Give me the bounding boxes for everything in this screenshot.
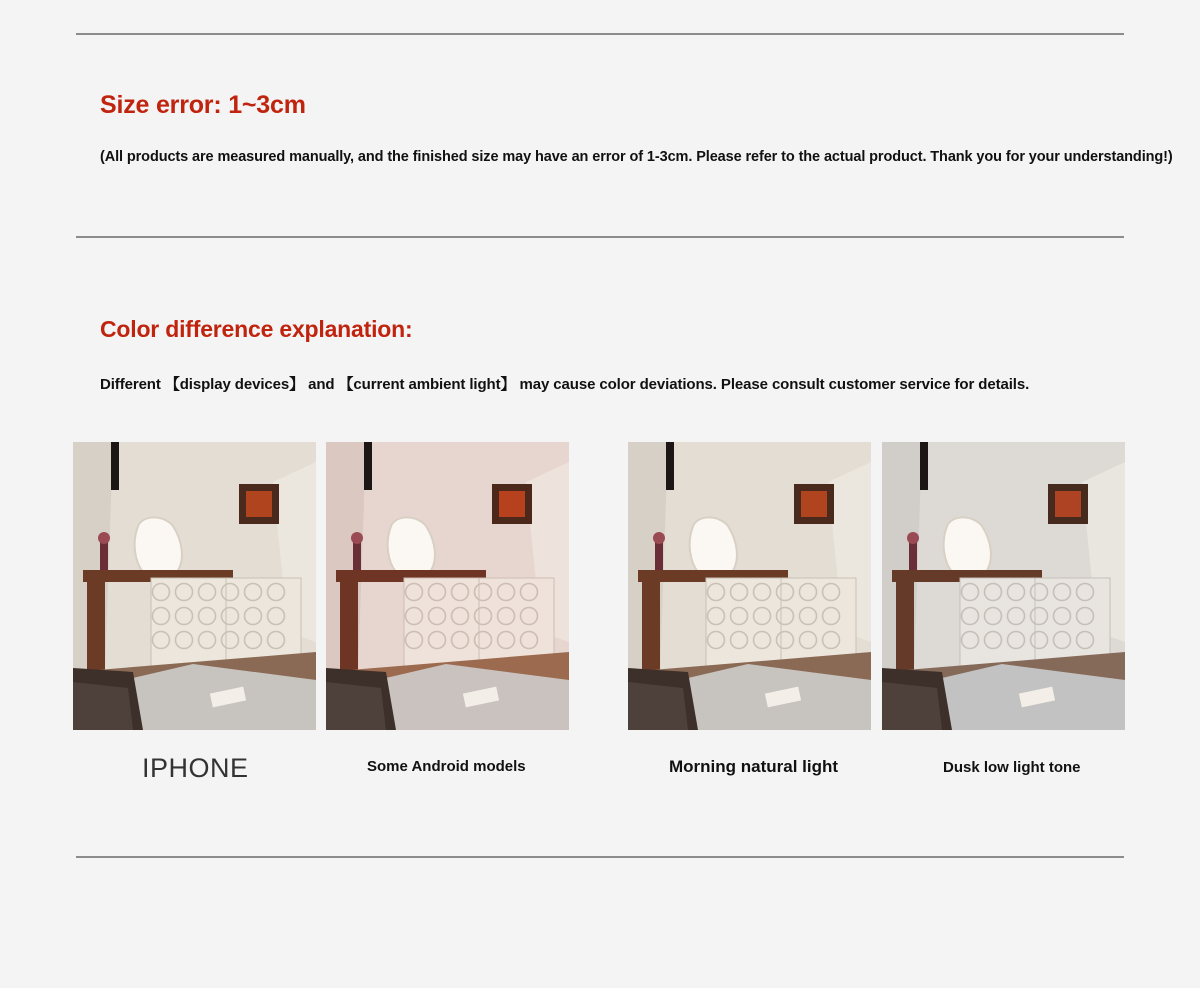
caption-dusk-light: Dusk low light tone xyxy=(943,759,1081,776)
product-photo-morning-light xyxy=(628,442,871,730)
size-error-note: (All products are measured manually, and the finished size may have an error of 1-3cm. Please refer to the actual product. Thank you for your understanding!) xyxy=(100,149,1173,165)
color-difference-description: Different 【display devices】 and 【current ambient light】 may cause color deviations. Please consult customer service for details. xyxy=(100,376,1030,393)
color-difference-heading: Color difference explanation: xyxy=(100,316,413,342)
caption-android: Some Android models xyxy=(367,758,526,775)
divider-top xyxy=(76,33,1124,35)
size-error-heading: Size error: 1~3cm xyxy=(100,91,306,119)
divider-middle xyxy=(76,236,1124,238)
caption-morning-light: Morning natural light xyxy=(669,757,839,776)
caption-iphone: IPHONE xyxy=(142,753,249,783)
product-photo-android xyxy=(326,442,569,730)
product-photo-iphone xyxy=(73,442,316,730)
product-photo-dusk-light xyxy=(882,442,1125,730)
divider-bottom xyxy=(76,856,1124,858)
